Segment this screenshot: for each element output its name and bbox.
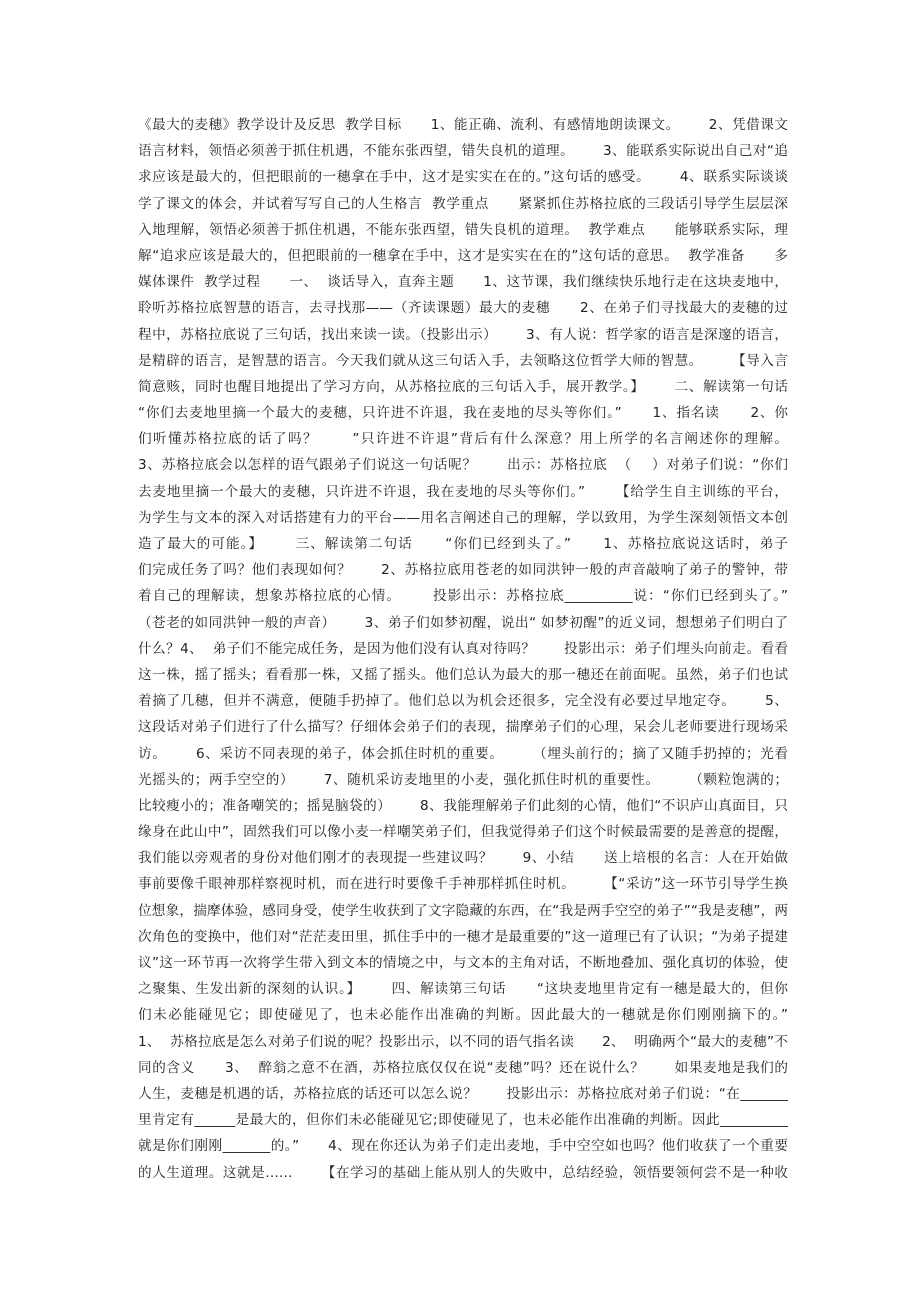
text-line: 聆听苏格拉底智慧的语言，去寻找那——（齐读课题）最大的麦穗 2、在弟子们寻找最大的麦穗的过 [138, 300, 788, 317]
text-line: 里肯定有______是最大的，但你们未必能碰见它;即使碰见了，也未必能作出准确的判断。因此__________ [138, 1112, 788, 1129]
text-line: 同的含义 3、 醉翁之意不在酒，苏格拉底仅仅在说“麦穗”吗？还在说什么？ 如果麦地是我们的 [138, 1059, 788, 1076]
text-line: 是精辟的语言，是智慧的语言。今天我们就从这三句话入手，去领略这位哲学大师的智慧。 【导入言 [138, 352, 788, 369]
text-line: 的人生道理。这就是…… 【在学习的基础上能从别人的失败中，总结经验，领悟要领何尝不是一种收 [138, 1164, 788, 1181]
text-line: 为学生与文本的深入对话搭建有力的平台——用名言阐述自己的理解，学以致用，为学生深刻领悟文本创 [138, 509, 788, 526]
text-line: 就是你们刚刚_______的。” 4、现在你还认为弟子们走出麦地，手中空空如也吗？他们收获了一个重要 [138, 1138, 788, 1155]
text-line: 访。 6、采访不同表现的弟子，体会抓住时机的重要。 （埋头前行的；摘了又随手扔掉的；光看 [138, 745, 788, 762]
text-line: 造了最大的可能。】 三、解读第二句话 “你们已经到头了。” 1、苏格拉底说这话时，弟子 [138, 536, 788, 552]
text-line: 学了课文的体会，并试着写写自己的人生格言 教学重点 紧紧抓住苏格拉底的三段话引导学生层层深 [138, 195, 788, 212]
text-line: 人生，麦穗是机遇的话，苏格拉底的话还可以怎么说？ 投影出示：苏格拉底对弟子们说：“在_______ [138, 1085, 788, 1102]
text-line: 这一株，摇了摇头；看看那一株，又摇了摇头。他们总认为最大的那一穗还在前面呢。虽然，弟子们也试 [138, 666, 788, 683]
text-line: （苍老的如同洪钟一般的声音） 3、弟子们如梦初醒，说出“ 如梦初醒”的近义词，想想弟子们明白了 [138, 614, 788, 631]
text-line: 媒体课件 教学过程 一、 谈话导入，直奔主题 1、这节课，我们继续快乐地行走在这块麦地中， [138, 274, 788, 291]
text-line: 去麦地里摘一个最大的麦穗，只许进不许退，我在麦地的尽头等你们。” 【给学生自主训练的平台， [138, 483, 788, 500]
text-line: 我们能以旁观者的身份对他们刚才的表现提一些建议吗？ 9、小结 送上培根的名言：人在开始做 [138, 850, 788, 867]
text-line: 们完成任务了吗？他们表现如何？ 2、苏格拉底用苍老的如同洪钟一般的声音敲响了弟子的警钟，带 [138, 562, 788, 579]
text-line: 这段话对弟子们进行了什么描写？仔细体会弟子们的表现，揣摩弟子们的心理，呆会儿老师要进行现场采 [138, 719, 788, 736]
text-line: 位想象，揣摩体验，感同身受，使学生收获到了文字隐藏的东西，在“我是两手空空的弟子”“我是麦穗”，两 [138, 902, 788, 919]
text-line: 1、 苏格拉底是怎么对弟子们说的呢？投影出示，以不同的语气指名读 2、 明确两个“最大的麦穗”不 [138, 1033, 788, 1050]
text-line: 光摇头的；两手空空的） 7、随机采访麦地里的小麦，强化抓住时机的重要性。 （颗粒饱满的； [138, 771, 788, 788]
text-line: 什么？4、 弟子们不能完成任务，是因为他们没有认真对待吗？ 投影出示：弟子们埋头向前走。看看 [138, 640, 788, 657]
text-line: 《最大的麦穗》教学设计及反思 教学目标 1、能正确、流利、有感情地朗读课文。 2、凭借课文 [138, 117, 788, 133]
text-line: 比较瘦小的；准备嘲笑的；摇晃脑袋的） 8、我能理解弟子们此刻的心情，他们“不识庐山真面目，只 [138, 797, 788, 814]
lesson-plan-text [138, 112, 788, 1186]
text-line: 议”这一环节再一次将学生带入到文本的情境之中，与文本的主角对话，不断地叠加、强化真切的体验，使 [138, 955, 788, 971]
text-line: 3、苏格拉底会以怎样的语气跟弟子们说这一句话呢？ 出示：苏格拉底 （ ）对弟子们说：“你们 [138, 457, 788, 474]
text-line: 程中，苏格拉底说了三句话，找出来读一读。（投影出示） 3、有人说：哲学家的语言是深邃的语言， [138, 326, 788, 343]
text-line: 次角色的变换中，他们对“茫茫麦田里，抓住手中的一穗才是最重要的”这一道理已有了认识；“为弟子提建 [138, 928, 788, 945]
text-line: 缘身在此山中”，固然我们可以像小麦一样嘲笑弟子们，但我觉得弟子们这个时候最需要的是善意的提醒， [138, 824, 788, 841]
text-line: 着摘了几穗，但并不满意，便随手扔掉了。他们总以为机会还很多，完全没有必要过早地定夺。 5、 [138, 693, 788, 710]
text-line: 求应该是最大的，但把眼前的一穗拿在手中，这才是实实在在的。”这句话的感受。 4、联系实际谈谈 [138, 169, 788, 186]
text-line: 入地理解，领悟必须善于抓住机遇，不能东张西望，错失良机的道理。 教学难点 能够联系实际，理 [138, 221, 788, 238]
text-line: 语言材料，领悟必须善于抓住机遇，不能东张西望，错失良机的道理。 3、能联系实际说出自己对“追 [138, 143, 788, 160]
text-line: 们听懂苏格拉底的话了吗？ ”只许进不许退”背后有什么深意？用上所学的名言阐述你的理解。 [138, 431, 788, 448]
text-line: 解“追求应该是最大的，但把眼前的一穗拿在手中，这才是实实在在的”这句话的意思。 教学准备 多 [138, 247, 788, 264]
text-line: “你们去麦地里摘一个最大的麦穗，只许进不许退，我在麦地的尽头等你们。” 1、指名读 2、你 [138, 405, 788, 422]
text-line: 事前要像千眼神那样察视时机，而在进行时要像千手神那样抓住时机。 【“采访”这一环节引导学生换 [138, 876, 788, 893]
text-line: 之聚集、生发出新的深刻的认识。】 四、解读第三句话 “这块麦地里肯定有一穗是最大的，但你 [138, 981, 788, 998]
text-line: 们未必能碰见它；即使碰见了，也未必能作出准确的判断。因此最大的一穗就是你们刚刚摘下的。” [138, 1007, 788, 1024]
text-line: 着自己的理解读，想象苏格拉底的心情。 投影出示：苏格拉底__________说：“你们已经到头了。” [138, 588, 788, 605]
text-line: 简意赅，同时也醒目地提出了学习方向，从苏格拉底的三句话入手，展开教学。】 二、解读第一句话 [138, 378, 788, 395]
